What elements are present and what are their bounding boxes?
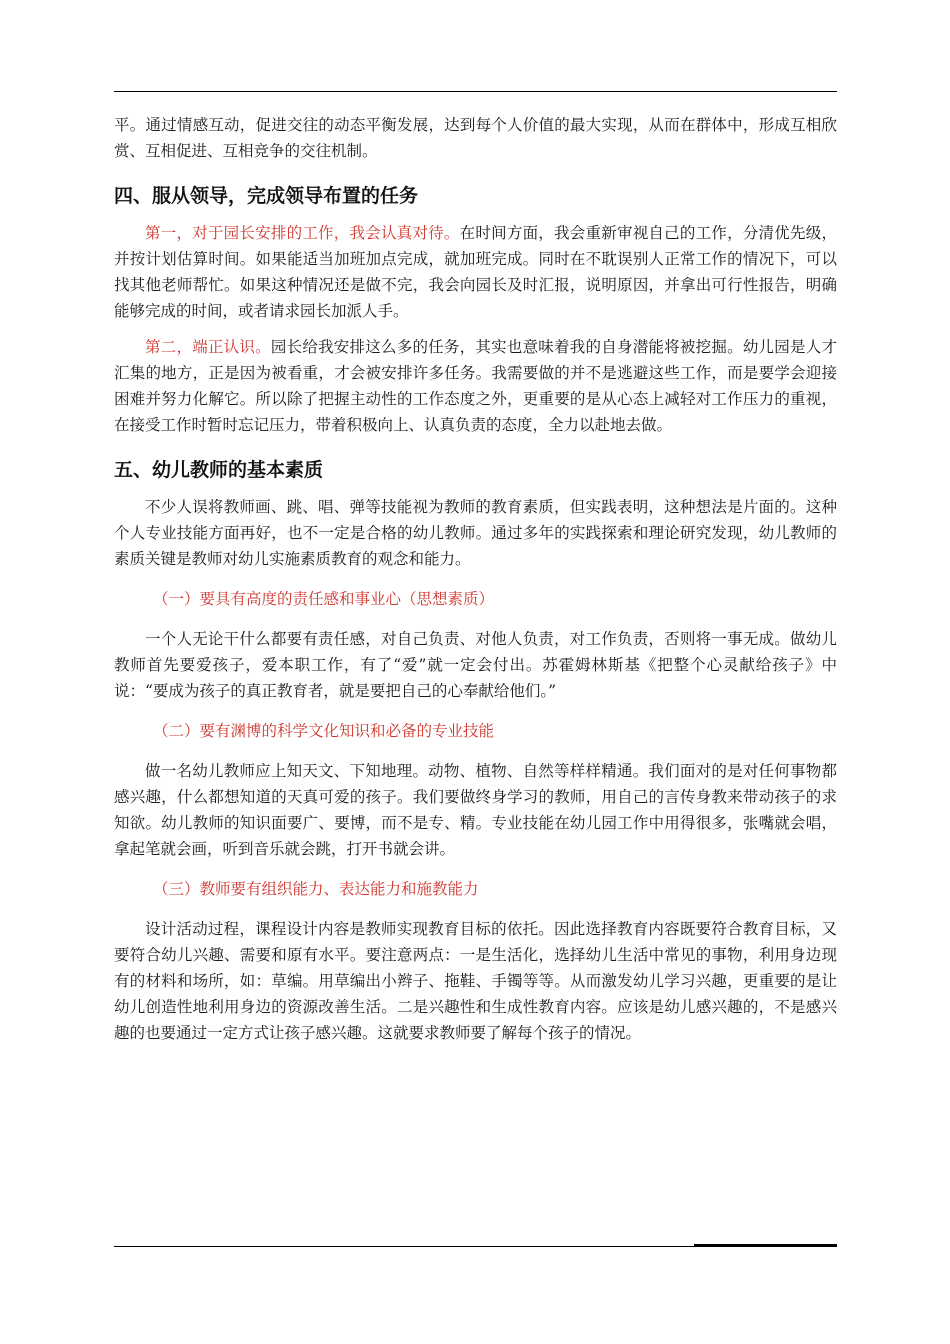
subsection-2-title: （二）要有渊博的科学文化知识和必备的专业技能 [153,722,495,740]
paragraph-body: 在时间方面，我会重新审视自己的工作，分清优先级，并按计划估算时间。如果能适当加班加点完成，就加班完成。同时在不耽误别人正常工作的情况下，可以找其他老师帮忙。如果这种情况还是做不完，我会向园长及时汇报，说明原因，并拿出可行性报告，明确能够完成的时间，或者请求园长加派人手。 [114,224,837,320]
footer-rule-accent [694,1244,837,1246]
section-5-heading: 五、幼儿教师的基本素质 [114,459,324,481]
subsection-1-title: （一）要具有高度的责任感和事业心（思想素质） [153,590,495,608]
subsection-3-title: （三）教师要有组织能力、表达能力和施教能力 [153,880,479,898]
intro-paragraph: 平。通过情感互动，促进交往的动态平衡发展，达到每个人价值的最大实现，从而在群体中，形成互相欣赏、互相促进、互相竞争的交往机制。 [114,116,837,160]
document-body [114,112,837,1046]
section-4-heading: 四、服从领导，完成领导布置的任务 [114,185,419,207]
subsection-3-body: 设计活动过程，课程设计内容是教师实现教育目标的依托。因此选择教育内容既要符合教育目标，又要符合幼儿兴趣、需要和原有水平。要注意两点：一是生活化，选择幼儿生活中常见的事物，利用身边现有的材料和场所，如：草编。用草编出小辫子、拖鞋、手镯等等。从而激发幼儿学习兴趣，更重要的是让幼儿创造性地利用身边的资源改善生活。二是兴趣性和生成性教育内容。应该是幼儿感兴趣的，不是感兴趣的也要通过一定方式让孩子感兴趣。这就要求教师要了解每个孩子的情况。 [114,920,837,1042]
subsection-1-body: 一个人无论干什么都要有责任感，对自己负责、对他人负责，对工作负责，否则将一事无成。做幼儿教师首先要爱孩子，爱本职工作，有了“爱”就一定会付出。苏霍姆林斯基《把整个心灵献给孩子》中说：“要成为孩子的真正教育者，就是要把自己的心奉献给他们。” [114,630,837,700]
paragraph-body: 园长给我安排这么多的任务，其实也意味着我的自身潜能将被挖掘。幼儿园是人才汇集的地方，正是因为被看重，才会被安排许多任务。我需要做的并不是逃避这些工作，而是要学会迎接困难并努力化解它。所以除了把握主动性的工作态度之外，更重要的是从心态上减轻对工作压力的重视，在接受工作时暂时忘记压力，带着积极向上、认真负责的态度，全力以赴地去做。 [114,338,837,434]
section-5-intro: 不少人误将教师画、跳、唱、弹等技能视为教师的教育素质，但实践表明，这种想法是片面的。这种个人专业技能方面再好，也不一定是合格的幼儿教师。通过多年的实践探索和理论研究发现，幼儿教师的素质关键是教师对幼儿实施素质教育的观念和能力。 [114,498,837,568]
paragraph-lead-red: 第一，对于园长安排的工作，我会认真对待。 [145,224,460,242]
section-4-paragraph-2 [114,334,837,438]
header-rule [114,91,837,92]
footer-rule [114,1246,837,1247]
section-4-paragraph-1 [114,220,837,324]
paragraph-lead-red: 第二，端正认识。 [145,338,271,356]
subsection-2-body: 做一名幼儿教师应上知天文、下知地理。动物、植物、自然等样样精通。我们面对的是对任何事物都感兴趣，什么都想知道的天真可爱的孩子。我们要做终身学习的教师，用自己的言传身教来带动孩子的求知欲。幼儿教师的知识面要广、要博，而不是专、精。专业技能在幼儿园工作中用得很多，张嘴就会唱，拿起笔就会画，听到音乐就会跳，打开书就会讲。 [114,762,837,858]
